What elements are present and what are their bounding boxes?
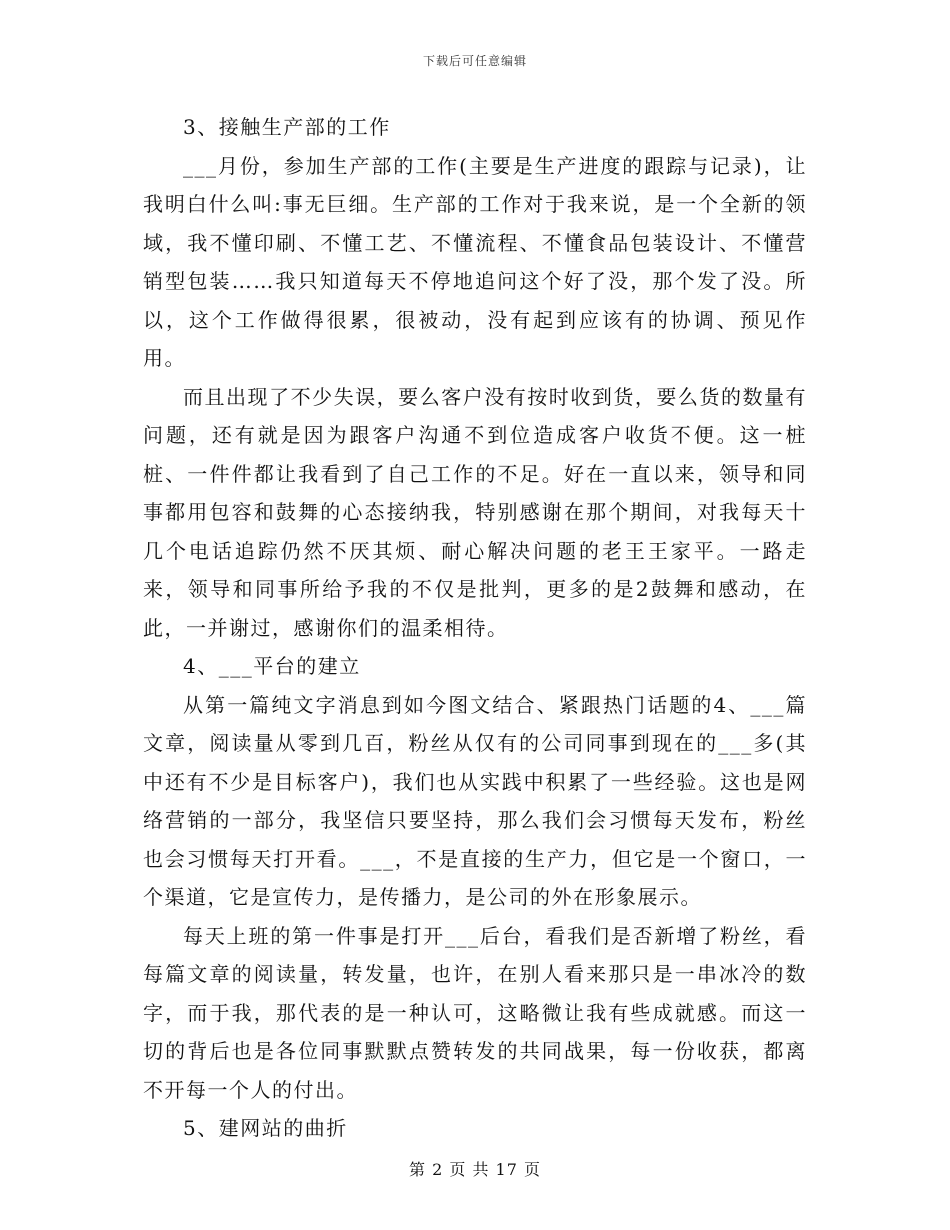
paragraph-production-work: ___月份，参加生产部的工作(主要是生产进度的跟踪与记录)，让我明白什么叫:事无巨细。生产部的工作对于我来说，是一个全新的领域，我不懂印刷、不懂工艺、不懂流程、不懂食品包装设计、不懂营销型包装……我只知道每天不停地追问这个好了没，那个发了没。所以，这个工作做得很累，很被动，没有起到应该有的协调、预见作用。 — [143, 153, 807, 370]
section-heading-5: 5、建网站的曲折 — [183, 1116, 348, 1140]
paragraph-platform-articles: 从第一篇纯文字消息到如今图文结合、紧跟热门话题的4、___篇文章，阅读量从零到几百，粉丝从仅有的公司同事到现在的___多(其中还有不少是目标客户)，我们也从实践中积累了一些经验。这也是网络营销的一部分，我坚信只要坚持，那么我们会习惯每天发布，粉丝也会习惯每天打开看。___，不是直接的生产力，但它是一个窗口，一个渠道，它是宣传力，是传播力，是公司的外在形象展示。 — [143, 692, 807, 909]
document-body — [143, 108, 807, 1148]
paragraph-daily-backend: 每天上班的第一件事是打开___后台，看我们是否新增了粉丝，看每篇文章的阅读量，转发量，也许，在别人看来那只是一串冰冷的数字，而于我，那代表的是一种认可，这略微让我有些成就感。而这一切的背后也是各位同事默默点赞转发的共同战果，每一份收获，都离不开每一个人的付出。 — [143, 923, 807, 1102]
header-note: 下载后可任意编辑 — [422, 54, 527, 68]
paragraph-mistakes-thanks: 而且出现了不少失误，要么客户没有按时收到货，要么货的数量有问题，还有就是因为跟客户沟通不到位造成客户收货不便。这一桩桩、一件件都让我看到了自己工作的不足。好在一直以来，领导和同事都用包容和鼓舞的心态接纳我，特别感谢在那个期间，对我每天十几个电话追踪仍然不厌其烦、耐心解决问题的老王王家平。一路走来，领导和同事所给予我的不仅是批判，更多的是2鼓舞和感动，在此，一并谢过，感谢你们的温柔相待。 — [143, 384, 807, 640]
page-number: 第 2 页 共 17 页 — [409, 1160, 541, 1179]
section-heading-4: 4、___平台的建立 — [183, 654, 361, 678]
section-heading-3: 3、接触生产部的工作 — [183, 115, 391, 139]
